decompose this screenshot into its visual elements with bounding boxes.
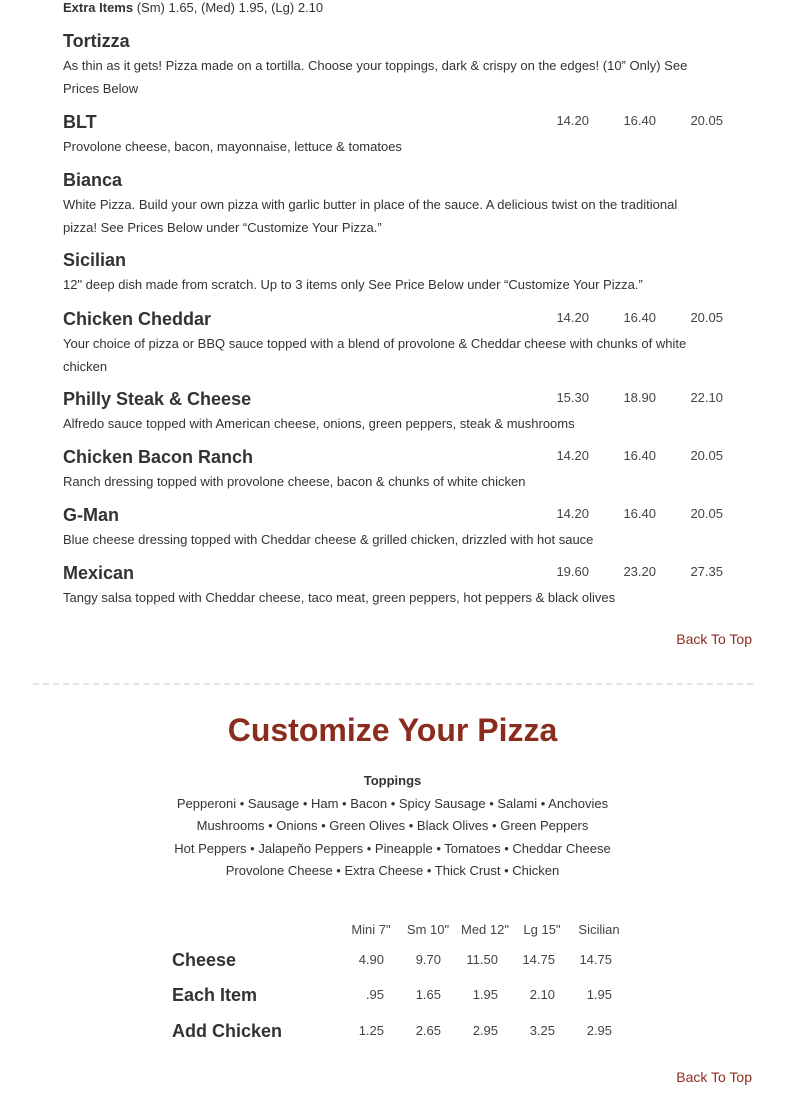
menu-item-g-man [63, 504, 723, 552]
menu-item-philly-steak [63, 388, 723, 436]
toppings-line: Mushrooms • Onions • Green Olives • Black Olives • Green Peppers [196, 818, 589, 833]
size-header-sm: Sm 10" [406, 922, 450, 937]
menu-item-blt [63, 111, 723, 159]
price-medium: 18.90 [623, 390, 656, 405]
price-cell: 1.95 [472, 987, 498, 1002]
price-large: 20.05 [690, 448, 723, 463]
price-cell: 2.65 [415, 1023, 441, 1038]
item-description: Your choice of pizza or BBQ sauce topped with a blend of provolone & Cheddar cheese with chunks of white chicken [63, 336, 687, 374]
extra-items-line [63, 0, 323, 15]
size-header-row [172, 922, 632, 942]
price-cell: 11.50 [466, 952, 498, 967]
price-large: 27.35 [690, 564, 723, 579]
item-description: White Pizza. Build your own pizza with garlic butter in place of the sauce. A delicious twist on the traditional pizza! See Prices Below under “Customize Your Pizza.” [63, 197, 678, 235]
toppings-line: Hot Peppers • Jalapeño Peppers • Pineapple • Tomatoes • Cheddar Cheese [174, 840, 611, 856]
menu-item-bianca [63, 169, 723, 239]
item-prices [522, 310, 723, 325]
item-description: Alfredo sauce topped with American cheese, onions, green peppers, steak & mushrooms [63, 416, 575, 431]
toppings-line: Provolone Cheese • Extra Cheese • Thick Crust • Chicken [225, 863, 560, 878]
item-name: Bianca [63, 170, 123, 190]
item-description: Blue cheese dressing topped with Cheddar cheese & grilled chicken, drizzled with hot sauce [63, 532, 594, 547]
price-cell: 1.95 [586, 987, 612, 1002]
item-prices [522, 564, 723, 579]
price-medium: 16.40 [623, 113, 656, 128]
price-small: 14.20 [556, 310, 589, 325]
price-large: 22.10 [690, 390, 723, 405]
row-label: Each Item [172, 985, 258, 1005]
item-name: Tortizza [63, 31, 130, 51]
price-medium: 16.40 [623, 448, 656, 463]
customize-title: Customize Your Pizza [227, 712, 558, 748]
size-header-lg: Lg 15" [523, 922, 561, 937]
item-prices [522, 506, 723, 521]
price-small: 19.60 [556, 564, 589, 579]
price-row-add-chicken [172, 1021, 632, 1045]
price-cell: 4.90 [358, 952, 384, 967]
size-header-sicilian: Sicilian [578, 922, 620, 937]
item-description: Tangy salsa topped with Cheddar cheese, taco meat, green peppers, hot peppers & black olives [63, 590, 616, 605]
price-row-cheese [172, 950, 632, 974]
item-description: Provolone cheese, bacon, mayonnaise, lettuce & tomatoes [63, 139, 402, 154]
price-cell: 2.95 [472, 1023, 498, 1038]
price-cell: 2.95 [586, 1023, 612, 1038]
item-name: Mexican [63, 563, 135, 583]
item-prices [522, 448, 723, 463]
row-label: Add Chicken [172, 1021, 283, 1041]
price-cell: 1.25 [358, 1023, 384, 1038]
price-small: 14.20 [556, 448, 589, 463]
size-header-mini: Mini 7" [351, 922, 391, 937]
price-cell: 2.10 [529, 987, 555, 1002]
price-cell: 14.75 [579, 952, 612, 967]
price-small: 15.30 [556, 390, 589, 405]
price-cell: 9.70 [415, 952, 441, 967]
item-name: G-Man [63, 505, 119, 525]
price-small: 14.20 [556, 113, 589, 128]
price-small: 14.20 [556, 506, 589, 521]
price-large: 20.05 [690, 310, 723, 325]
toppings-heading: Toppings [363, 773, 422, 788]
price-medium: 16.40 [623, 506, 656, 521]
row-label: Cheese [172, 950, 237, 970]
menu-item-chicken-bacon-ranch [63, 446, 723, 494]
toppings-list [0, 770, 785, 883]
item-name: Philly Steak & Cheese [63, 389, 252, 409]
price-cell: 3.25 [529, 1023, 555, 1038]
back-to-top-link[interactable]: Back To Top [676, 1069, 752, 1085]
item-description: As thin as it gets! Pizza made on a tortilla. Choose your toppings, dark & crispy on the edges! (10” Only) See Prices Below [63, 58, 688, 96]
price-row-each-item [172, 985, 632, 1009]
extra-items-label: Extra Items [63, 0, 134, 15]
item-name: Chicken Bacon Ranch [63, 447, 254, 467]
item-prices [522, 390, 723, 405]
item-description: Ranch dressing topped with provolone cheese, bacon & chunks of white chicken [63, 474, 526, 489]
toppings-line: Pepperoni • Sausage • Ham • Bacon • Spicy Sausage • Salami • Anchovies [176, 795, 609, 811]
item-name: Sicilian [63, 250, 127, 270]
price-cell: .95 [365, 987, 384, 1002]
item-description: 12" deep dish made from scratch. Up to 3 items only See Price Below under “Customize Your Pizza.” [63, 277, 643, 292]
price-large: 20.05 [690, 506, 723, 521]
back-to-top-link[interactable]: Back To Top [676, 631, 752, 647]
item-prices [522, 113, 723, 128]
menu-item-tortizza [63, 30, 723, 100]
price-medium: 16.40 [623, 310, 656, 325]
price-large: 20.05 [690, 113, 723, 128]
menu-item-chicken-cheddar [63, 308, 723, 378]
item-name: BLT [63, 112, 97, 132]
item-name: Chicken Cheddar [63, 309, 212, 329]
menu-item-mexican [63, 562, 723, 610]
size-header-med: Med 12" [461, 922, 509, 937]
price-cell: 14.75 [522, 952, 555, 967]
section-divider [33, 683, 753, 685]
menu-item-sicilian [63, 249, 723, 297]
extra-items-prices: (Sm) 1.65, (Med) 1.95, (Lg) 2.10 [136, 0, 324, 15]
price-medium: 23.20 [623, 564, 656, 579]
price-cell: 1.65 [415, 987, 441, 1002]
